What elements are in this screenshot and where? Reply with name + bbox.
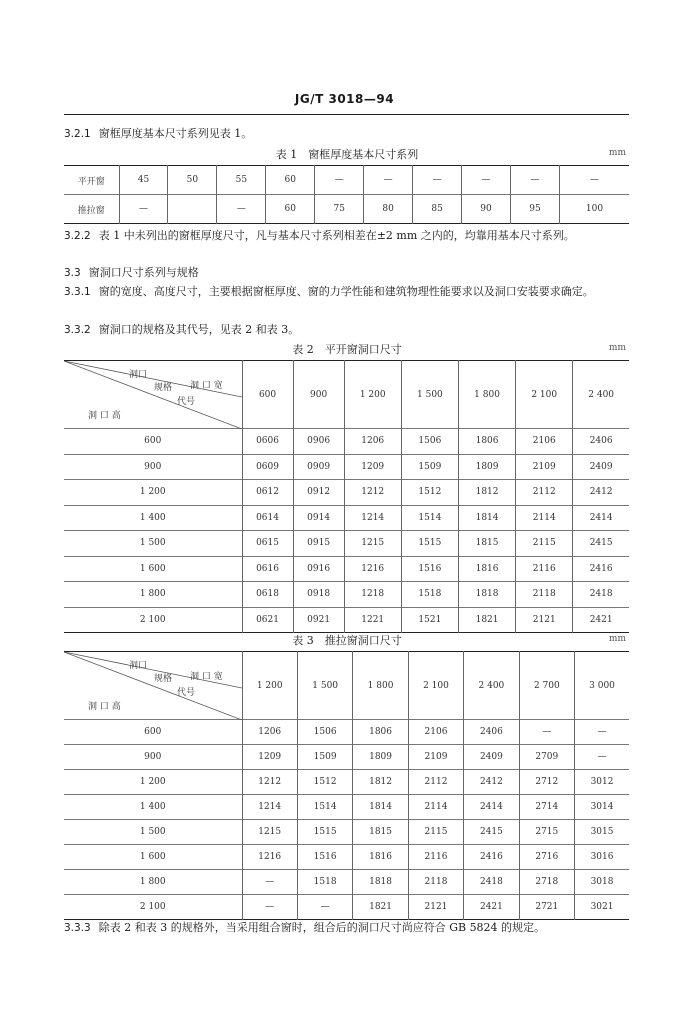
table-cell: 2409 xyxy=(464,745,519,770)
table-cell: 2115 xyxy=(408,820,463,845)
header-label-height: 洞 口 高 xyxy=(88,411,121,421)
table-cell: 2421 xyxy=(464,895,519,920)
height-label: 1 500 xyxy=(139,827,166,837)
header-label-code: 代号 xyxy=(177,688,196,698)
table-cell: 1214 xyxy=(344,505,401,531)
table-cell: 0621 xyxy=(242,607,293,633)
table-cell: 2416 xyxy=(573,556,629,582)
table-cell: 1221 xyxy=(344,607,401,633)
height-label: 1 200 xyxy=(139,777,166,787)
height-label: 1 800 xyxy=(139,877,166,887)
table-cell: 1215 xyxy=(344,531,401,557)
table-cell: 2416 xyxy=(464,845,519,870)
table-cell: 1212 xyxy=(344,480,401,506)
table-row xyxy=(64,505,629,531)
table-cell: 2406 xyxy=(464,720,519,745)
table-cell: 0606 xyxy=(242,429,293,455)
table-3-title: 表 3 推拉窗洞口尺寸 xyxy=(292,634,402,647)
table-cell: 2412 xyxy=(464,770,519,795)
table-header-row xyxy=(64,652,629,720)
table-cell: 0921 xyxy=(293,607,344,633)
table-cell: 2418 xyxy=(464,870,519,895)
section-text: 窗洞口尺寸系列与规格 xyxy=(88,266,199,279)
table-cell: 3018 xyxy=(575,870,629,895)
diagonal-header-cell xyxy=(64,652,242,720)
width-header: 3 000 xyxy=(575,652,629,720)
section-3-2-1 xyxy=(64,126,630,142)
table-2 xyxy=(64,360,629,633)
table-1-unit: mm xyxy=(608,148,626,158)
section-text: 除表 2 和表 3 的规格外，当采用组合窗时，组合后的洞口尺寸尚应符合 GB 5824 的规定。 xyxy=(98,921,546,934)
table-cell: 1516 xyxy=(297,845,352,870)
section-text: 表 1 中未列出的窗框厚度尺寸，凡与基本尺寸系列相差在±2 mm 之内的，均靠用基本尺寸系列。 xyxy=(98,229,575,242)
table-cell: 1514 xyxy=(401,505,458,531)
section-3-3 xyxy=(64,265,630,281)
table-cell: — xyxy=(297,895,352,920)
table-row xyxy=(64,720,629,745)
width-header: 2 700 xyxy=(519,652,574,720)
width-header: 2 400 xyxy=(573,361,629,429)
table-row xyxy=(64,582,629,608)
table-cell: 2718 xyxy=(519,870,574,895)
table-cell: 1209 xyxy=(242,745,297,770)
table-cell: 2412 xyxy=(573,480,629,506)
table-cell: 3016 xyxy=(575,845,629,870)
header-label-width: 洞 口 宽 xyxy=(190,381,223,391)
height-label: 1 800 xyxy=(139,589,166,600)
table-cell: 2414 xyxy=(464,795,519,820)
table-2-title: 表 2 平开窗洞口尺寸 xyxy=(292,343,402,356)
header-label-opening: 洞口 xyxy=(129,661,148,671)
table-cell: 75 xyxy=(315,195,364,224)
row-label: 平开窗 xyxy=(77,176,105,187)
table-cell: 2106 xyxy=(408,720,463,745)
table-cell: 1218 xyxy=(344,582,401,608)
table-cell: 0914 xyxy=(293,505,344,531)
table-cell: 1821 xyxy=(353,895,408,920)
table-cell: 2409 xyxy=(573,454,629,480)
header-rule xyxy=(64,114,629,115)
table-cell: 60 xyxy=(266,195,315,224)
table-cell: 1815 xyxy=(353,820,408,845)
table-cell: 0615 xyxy=(242,531,293,557)
table-cell: 2421 xyxy=(573,607,629,633)
table-cell: 1809 xyxy=(353,745,408,770)
height-label: 1 400 xyxy=(139,512,166,523)
table-cell: 60 xyxy=(266,166,315,195)
table-cell: 2118 xyxy=(408,870,463,895)
section-number: 3.3.3 xyxy=(64,922,91,934)
table-cell: 2418 xyxy=(573,582,629,608)
header-label-spec: 规格 xyxy=(154,383,173,393)
table-cell: 1509 xyxy=(297,745,352,770)
table-cell: 2116 xyxy=(516,556,573,582)
table-cell: 2714 xyxy=(519,795,574,820)
height-label: 600 xyxy=(144,727,162,737)
table-cell: 0906 xyxy=(293,429,344,455)
width-header: 1 500 xyxy=(401,361,458,429)
header-label-spec: 规格 xyxy=(154,674,173,684)
table-cell: 3015 xyxy=(575,820,629,845)
height-label: 600 xyxy=(144,436,162,447)
table-cell: 1209 xyxy=(344,454,401,480)
table-3-unit: mm xyxy=(608,634,626,644)
table-cell: 0916 xyxy=(293,556,344,582)
width-header: 2 100 xyxy=(516,361,573,429)
table-cell: 1516 xyxy=(401,556,458,582)
table-cell: 1818 xyxy=(458,582,515,608)
table-cell: 2414 xyxy=(573,505,629,531)
diagonal-header-cell xyxy=(64,361,242,429)
height-label: 1 500 xyxy=(139,538,166,549)
width-header: 1 800 xyxy=(458,361,515,429)
table-cell: 1214 xyxy=(242,795,297,820)
table-cell: 0618 xyxy=(242,582,293,608)
table-cell: 0609 xyxy=(242,454,293,480)
section-number: 3.2.2 xyxy=(64,230,91,242)
table-cell: 1812 xyxy=(458,480,515,506)
table-cell: 55 xyxy=(217,166,266,195)
table-cell: 2716 xyxy=(519,845,574,870)
width-header: 1 500 xyxy=(297,652,352,720)
table-cell: 1815 xyxy=(458,531,515,557)
table-cell: 1512 xyxy=(401,480,458,506)
table-cell: — xyxy=(217,195,266,224)
header-label-width: 洞 口 宽 xyxy=(190,672,223,682)
table-cell: — xyxy=(315,166,364,195)
height-label: 1 600 xyxy=(139,563,166,574)
table-cell: 1216 xyxy=(242,845,297,870)
table-cell: 2121 xyxy=(516,607,573,633)
table-cell: 90 xyxy=(462,195,511,224)
table-cell: 0915 xyxy=(293,531,344,557)
header-label-height: 洞 口 高 xyxy=(88,702,121,712)
table-3 xyxy=(64,651,629,920)
table-header-row xyxy=(64,361,629,429)
table-row xyxy=(64,845,629,870)
table-cell: 0612 xyxy=(242,480,293,506)
table-row xyxy=(64,795,629,820)
table-cell: 1806 xyxy=(458,429,515,455)
table-cell: 1518 xyxy=(297,870,352,895)
height-label: 1 200 xyxy=(139,487,166,498)
section-text: 窗的宽度、高度尺寸，主要根据窗框厚度、窗的力学性能和建筑物理性能要求以及洞口安装要求确定。 xyxy=(98,285,594,298)
table-cell: 1206 xyxy=(242,720,297,745)
table-cell: 1506 xyxy=(297,720,352,745)
width-header: 600 xyxy=(242,361,293,429)
table-cell: 1215 xyxy=(242,820,297,845)
table-cell: — xyxy=(242,895,297,920)
table-cell: 1816 xyxy=(458,556,515,582)
section-3-3-3 xyxy=(64,920,630,936)
table-cell: 2121 xyxy=(408,895,463,920)
header-label-code: 代号 xyxy=(177,397,196,407)
table-cell: 1821 xyxy=(458,607,515,633)
table-cell xyxy=(168,195,217,224)
table-row xyxy=(64,870,629,895)
table-cell: 2109 xyxy=(408,745,463,770)
table-cell: 1216 xyxy=(344,556,401,582)
table-cell: 1518 xyxy=(401,582,458,608)
table-row xyxy=(64,531,629,557)
table-row xyxy=(64,770,629,795)
table-1 xyxy=(64,165,629,224)
table-cell: 1812 xyxy=(353,770,408,795)
table-cell: 3014 xyxy=(575,795,629,820)
section-text: 窗洞口的规格及其代号，见表 2 和表 3。 xyxy=(98,323,300,336)
table-row xyxy=(64,745,629,770)
table-cell: 1206 xyxy=(344,429,401,455)
section-number: 3.2.1 xyxy=(64,128,91,140)
table-cell: 1515 xyxy=(401,531,458,557)
table-cell: 0912 xyxy=(293,480,344,506)
table-2-unit: mm xyxy=(608,343,626,353)
table-cell: — xyxy=(242,870,297,895)
table-cell: 1816 xyxy=(353,845,408,870)
width-header: 2 400 xyxy=(464,652,519,720)
table-cell: 2112 xyxy=(516,480,573,506)
table-cell: 1806 xyxy=(353,720,408,745)
height-label: 900 xyxy=(144,752,162,762)
table-cell: 0909 xyxy=(293,454,344,480)
table-cell: 1514 xyxy=(297,795,352,820)
table-cell: 3021 xyxy=(575,895,629,920)
table-cell: 100 xyxy=(559,195,629,224)
table-cell: 2406 xyxy=(573,429,629,455)
table-row xyxy=(64,895,629,920)
table-cell: 2114 xyxy=(408,795,463,820)
section-number: 3.3 xyxy=(64,267,81,279)
table-cell: 1515 xyxy=(297,820,352,845)
section-number: 3.3.2 xyxy=(64,324,91,336)
table-cell: 2112 xyxy=(408,770,463,795)
section-text: 窗框厚度基本尺寸系列见表 1。 xyxy=(98,127,253,140)
height-label: 1 400 xyxy=(139,802,166,812)
width-header: 1 200 xyxy=(344,361,401,429)
table-cell: — xyxy=(511,166,560,195)
table-cell: 1509 xyxy=(401,454,458,480)
height-label: 1 600 xyxy=(139,852,166,862)
table-cell: 2106 xyxy=(516,429,573,455)
section-3-2-2 xyxy=(64,228,630,244)
table-cell: — xyxy=(462,166,511,195)
table-cell: 50 xyxy=(168,166,217,195)
table-cell: 85 xyxy=(413,195,462,224)
table-cell: — xyxy=(559,166,629,195)
width-header: 2 100 xyxy=(408,652,463,720)
width-header: 1 800 xyxy=(353,652,408,720)
table-cell: 45 xyxy=(119,166,168,195)
table-cell: 1814 xyxy=(353,795,408,820)
table-row xyxy=(64,607,629,633)
row-label: 推拉窗 xyxy=(77,205,105,216)
table-cell: 2116 xyxy=(408,845,463,870)
table-cell: 95 xyxy=(511,195,560,224)
table-cell: 2715 xyxy=(519,820,574,845)
table-cell: 2709 xyxy=(519,745,574,770)
table-cell: — xyxy=(413,166,462,195)
table-cell: 1512 xyxy=(297,770,352,795)
table-cell: 1814 xyxy=(458,505,515,531)
header-label-opening: 洞口 xyxy=(129,370,148,380)
section-3-3-1 xyxy=(64,284,630,300)
table-cell: 2415 xyxy=(464,820,519,845)
table-cell: 1809 xyxy=(458,454,515,480)
section-number: 3.3.1 xyxy=(64,286,91,298)
table-cell: 80 xyxy=(364,195,413,224)
table-cell: — xyxy=(119,195,168,224)
table-cell: 1521 xyxy=(401,607,458,633)
height-label: 900 xyxy=(144,461,162,472)
table-cell: 0616 xyxy=(242,556,293,582)
table-row xyxy=(64,454,629,480)
table-row xyxy=(64,195,629,224)
table-row xyxy=(64,556,629,582)
section-3-3-2 xyxy=(64,322,630,338)
table-cell: 3012 xyxy=(575,770,629,795)
page-header: JG/T 3018—94 xyxy=(294,92,395,106)
table-cell: 2118 xyxy=(516,582,573,608)
table-cell: 2115 xyxy=(516,531,573,557)
table-cell: — xyxy=(519,720,574,745)
table-cell: — xyxy=(364,166,413,195)
table-1-title: 表 1 窗框厚度基本尺寸系列 xyxy=(275,148,419,161)
table-cell: 0918 xyxy=(293,582,344,608)
width-header: 1 200 xyxy=(242,652,297,720)
table-row xyxy=(64,480,629,506)
table-cell: — xyxy=(575,720,629,745)
table-cell: 1212 xyxy=(242,770,297,795)
height-label: 2 100 xyxy=(139,902,166,912)
table-cell: 1818 xyxy=(353,870,408,895)
table-row xyxy=(64,166,629,195)
table-cell: 2712 xyxy=(519,770,574,795)
width-header: 900 xyxy=(293,361,344,429)
table-cell: 1506 xyxy=(401,429,458,455)
table-cell: 2114 xyxy=(516,505,573,531)
table-row xyxy=(64,429,629,455)
table-cell: — xyxy=(575,745,629,770)
height-label: 2 100 xyxy=(139,614,166,625)
table-row xyxy=(64,820,629,845)
table-cell: 2109 xyxy=(516,454,573,480)
table-cell: 0614 xyxy=(242,505,293,531)
table-cell: 2415 xyxy=(573,531,629,557)
table-cell: 2721 xyxy=(519,895,574,920)
